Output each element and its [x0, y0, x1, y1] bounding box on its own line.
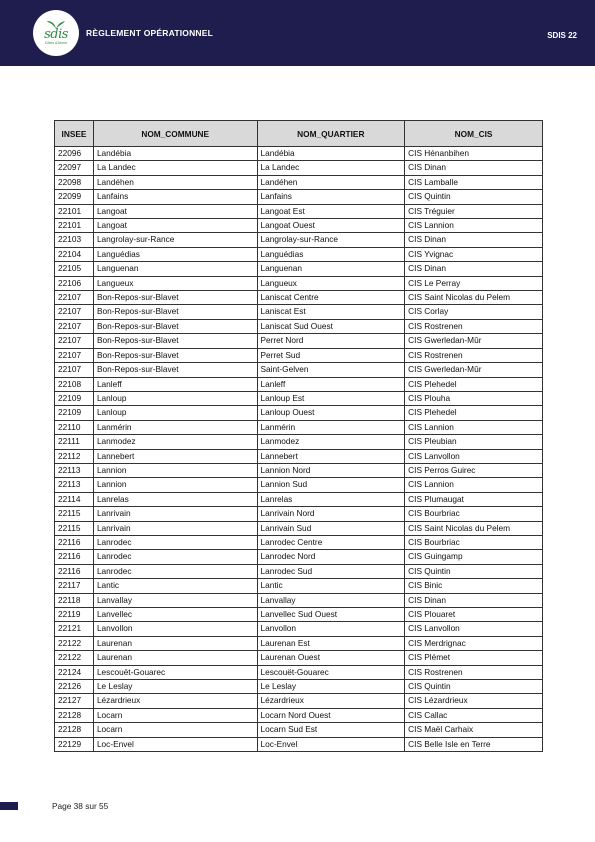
cell-nom-commune: Lanrivain: [93, 521, 257, 535]
cell-insee: 22101: [55, 204, 94, 218]
cell-nom-cis: CIS Le Perray: [405, 276, 543, 290]
table-row: [55, 636, 543, 650]
cell-nom-quartier: Landéhen: [257, 175, 405, 189]
cell-nom-quartier: Lannion Sud: [257, 478, 405, 492]
cell-nom-quartier: Lanfains: [257, 190, 405, 204]
table-row: [55, 680, 543, 694]
cell-nom-cis: CIS Dinan: [405, 161, 543, 175]
cell-insee: 22116: [55, 535, 94, 549]
table-row: [55, 694, 543, 708]
cell-nom-cis: CIS Belle Isle en Terre: [405, 737, 543, 751]
table-row: [55, 521, 543, 535]
table-row: [55, 319, 543, 333]
cell-insee: 22114: [55, 492, 94, 506]
table-row: [55, 651, 543, 665]
cell-nom-cis: CIS Rostrenen: [405, 348, 543, 362]
cell-nom-commune: Languédias: [93, 247, 257, 261]
cell-nom-cis: CIS Maël Carhaix: [405, 723, 543, 737]
cell-insee: 22122: [55, 636, 94, 650]
cell-nom-quartier: Lanrodec Sud: [257, 564, 405, 578]
column-header-nom-cis: NOM_CIS: [405, 121, 543, 147]
cell-nom-quartier: Loc-Envel: [257, 737, 405, 751]
cell-nom-commune: Locarn: [93, 708, 257, 722]
cell-nom-commune: Lantic: [93, 579, 257, 593]
cell-nom-cis: CIS Lézardrieux: [405, 694, 543, 708]
cell-nom-commune: Langoat: [93, 204, 257, 218]
column-header-nom-quartier: NOM_QUARTIER: [257, 121, 405, 147]
cell-nom-cis: CIS Bourbriac: [405, 507, 543, 521]
cell-insee: 22127: [55, 694, 94, 708]
table-row: [55, 593, 543, 607]
cell-nom-quartier: Laurenan Ouest: [257, 651, 405, 665]
cell-nom-cis: CIS Lannion: [405, 420, 543, 434]
cell-nom-quartier: Lescouët-Gouarec: [257, 665, 405, 679]
cell-nom-commune: Le Leslay: [93, 680, 257, 694]
cell-nom-commune: Bon-Repos-sur-Blavet: [93, 291, 257, 305]
table-row: [55, 507, 543, 521]
cell-insee: 22097: [55, 161, 94, 175]
cell-insee: 22124: [55, 665, 94, 679]
cell-insee: 22105: [55, 262, 94, 276]
cell-nom-commune: Bon-Repos-sur-Blavet: [93, 305, 257, 319]
cell-insee: 22108: [55, 377, 94, 391]
cell-nom-quartier: Lantic: [257, 579, 405, 593]
cell-nom-commune: Laurenan: [93, 636, 257, 650]
cell-nom-commune: Lanloup: [93, 406, 257, 420]
cell-nom-commune: Lanrivain: [93, 507, 257, 521]
cell-nom-commune: Lanfains: [93, 190, 257, 204]
cell-nom-quartier: Lanrodec Nord: [257, 550, 405, 564]
cell-nom-commune: Lanvollon: [93, 622, 257, 636]
cell-nom-cis: CIS Lamballe: [405, 175, 543, 189]
cell-nom-cis: CIS Merdrignac: [405, 636, 543, 650]
table-body: [55, 147, 543, 752]
cell-nom-commune: La Landec: [93, 161, 257, 175]
cell-nom-cis: CIS Plehedel: [405, 377, 543, 391]
cell-insee: 22128: [55, 708, 94, 722]
table-row: [55, 219, 543, 233]
cell-nom-commune: Lanmodez: [93, 435, 257, 449]
cell-nom-cis: CIS Yvignac: [405, 247, 543, 261]
cell-insee: 22103: [55, 233, 94, 247]
cell-nom-commune: Lézardrieux: [93, 694, 257, 708]
table-row: [55, 161, 543, 175]
cell-nom-commune: Langoat: [93, 219, 257, 233]
table-header-row: [55, 121, 543, 147]
table-row: [55, 190, 543, 204]
cell-insee: 22128: [55, 723, 94, 737]
cell-nom-quartier: Lanvellec Sud Ouest: [257, 608, 405, 622]
document-title: RÈGLEMENT OPÉRATIONNEL: [86, 28, 214, 38]
cell-nom-commune: Lanmérin: [93, 420, 257, 434]
page-header: [0, 0, 595, 66]
cell-nom-quartier: Lanrivain Sud: [257, 521, 405, 535]
cell-nom-quartier: Lanmérin: [257, 420, 405, 434]
cell-nom-commune: Lanvallay: [93, 593, 257, 607]
table-row: [55, 449, 543, 463]
cell-nom-commune: Languenan: [93, 262, 257, 276]
cell-nom-commune: Langueux: [93, 276, 257, 290]
table-row: [55, 579, 543, 593]
cell-nom-commune: Lanloup: [93, 391, 257, 405]
cell-nom-quartier: Locarn Sud Est: [257, 723, 405, 737]
page-number: Page 38 sur 55: [52, 801, 109, 811]
table-row: [55, 147, 543, 161]
table-row: [55, 391, 543, 405]
cell-insee: 22126: [55, 680, 94, 694]
cell-nom-quartier: Lannebert: [257, 449, 405, 463]
cell-insee: 22111: [55, 435, 94, 449]
cell-nom-commune: Landéhen: [93, 175, 257, 189]
cell-insee: 22112: [55, 449, 94, 463]
cell-nom-quartier: Locarn Nord Ouest: [257, 708, 405, 722]
document-code: SDIS 22: [547, 31, 577, 40]
cell-nom-cis: CIS Bourbriac: [405, 535, 543, 549]
cell-nom-commune: Lannion: [93, 463, 257, 477]
cell-nom-cis: CIS Lannion: [405, 219, 543, 233]
table-row: [55, 291, 543, 305]
cell-insee: 22113: [55, 463, 94, 477]
cell-nom-cis: CIS Saint Nicolas du Pelem: [405, 521, 543, 535]
cell-insee: 22115: [55, 521, 94, 535]
cell-insee: 22107: [55, 348, 94, 362]
logo-word: sdis: [44, 27, 68, 42]
cell-nom-quartier: Langueux: [257, 276, 405, 290]
table-row: [55, 435, 543, 449]
cell-nom-quartier: Lanvallay: [257, 593, 405, 607]
cell-nom-commune: Lanvellec: [93, 608, 257, 622]
cell-nom-cis: CIS Tréguier: [405, 204, 543, 218]
cell-insee: 22119: [55, 608, 94, 622]
column-header-insee: INSEE: [55, 121, 94, 147]
cell-nom-quartier: La Landec: [257, 161, 405, 175]
table-row: [55, 737, 543, 751]
cell-nom-quartier: Perret Sud: [257, 348, 405, 362]
cell-nom-cis: CIS Dinan: [405, 233, 543, 247]
cell-nom-cis: CIS Dinan: [405, 262, 543, 276]
table-row: [55, 463, 543, 477]
cell-insee: 22109: [55, 391, 94, 405]
cell-nom-quartier: Laniscat Centre: [257, 291, 405, 305]
cell-nom-cis: CIS Plehedel: [405, 406, 543, 420]
column-header-nom-commune: NOM_COMMUNE: [93, 121, 257, 147]
cell-nom-quartier: Lanloup Est: [257, 391, 405, 405]
cell-nom-quartier: Lanrodec Centre: [257, 535, 405, 549]
cell-nom-commune: Lannion: [93, 478, 257, 492]
cell-nom-quartier: Le Leslay: [257, 680, 405, 694]
cell-insee: 22101: [55, 219, 94, 233]
table-row: [55, 478, 543, 492]
cell-insee: 22129: [55, 737, 94, 751]
cell-nom-cis: CIS Callac: [405, 708, 543, 722]
cell-insee: 22109: [55, 406, 94, 420]
cell-insee: 22104: [55, 247, 94, 261]
cell-nom-commune: Lanrodec: [93, 535, 257, 549]
table-row: [55, 262, 543, 276]
cell-nom-quartier: Lannion Nord: [257, 463, 405, 477]
table-row: [55, 247, 543, 261]
cell-nom-quartier: Lanleff: [257, 377, 405, 391]
cell-insee: 22116: [55, 564, 94, 578]
cell-nom-commune: Bon-Repos-sur-Blavet: [93, 334, 257, 348]
cell-nom-cis: CIS Rostrenen: [405, 665, 543, 679]
table-row: [55, 665, 543, 679]
cell-nom-cis: CIS Quintin: [405, 190, 543, 204]
cell-nom-commune: Lanrodec: [93, 564, 257, 578]
cell-nom-cis: CIS Perros Guirec: [405, 463, 543, 477]
cell-insee: 22107: [55, 319, 94, 333]
cell-nom-cis: CIS Dinan: [405, 593, 543, 607]
cell-nom-quartier: Languenan: [257, 262, 405, 276]
cell-nom-quartier: Laniscat Sud Ouest: [257, 319, 405, 333]
cell-nom-commune: Bon-Repos-sur-Blavet: [93, 348, 257, 362]
table-row: [55, 377, 543, 391]
cell-nom-cis: CIS Hénanbihen: [405, 147, 543, 161]
cell-insee: 22107: [55, 291, 94, 305]
cell-insee: 22107: [55, 363, 94, 377]
cell-nom-commune: Bon-Repos-sur-Blavet: [93, 319, 257, 333]
table-row: [55, 608, 543, 622]
cell-insee: 22113: [55, 478, 94, 492]
table-row: [55, 276, 543, 290]
cell-nom-quartier: Lanmodez: [257, 435, 405, 449]
cell-insee: 22107: [55, 334, 94, 348]
commune-table: [54, 120, 543, 752]
table-row: [55, 204, 543, 218]
cell-insee: 22098: [55, 175, 94, 189]
cell-insee: 22115: [55, 507, 94, 521]
cell-nom-cis: CIS Binic: [405, 579, 543, 593]
cell-nom-commune: Lescouët-Gouarec: [93, 665, 257, 679]
cell-insee: 22117: [55, 579, 94, 593]
table-row: [55, 305, 543, 319]
table-row: [55, 233, 543, 247]
cell-nom-cis: CIS Quintin: [405, 680, 543, 694]
cell-nom-quartier: Laurenan Est: [257, 636, 405, 650]
cell-nom-cis: CIS Plouaret: [405, 608, 543, 622]
cell-insee: 22116: [55, 550, 94, 564]
cell-insee: 22107: [55, 305, 94, 319]
cell-nom-cis: CIS Plémet: [405, 651, 543, 665]
cell-nom-cis: CIS Gwerledan-Mûr: [405, 334, 543, 348]
cell-nom-commune: Loc-Envel: [93, 737, 257, 751]
cell-insee: 22096: [55, 147, 94, 161]
cell-nom-cis: CIS Lanvollon: [405, 622, 543, 636]
cell-nom-cis: CIS Corlay: [405, 305, 543, 319]
cell-nom-quartier: Laniscat Est: [257, 305, 405, 319]
logo-subtitle: Côtes d'Armor: [44, 41, 68, 45]
cell-nom-commune: Laurenan: [93, 651, 257, 665]
cell-nom-quartier: Perret Nord: [257, 334, 405, 348]
cell-nom-quartier: Lézardrieux: [257, 694, 405, 708]
cell-nom-cis: CIS Rostrenen: [405, 319, 543, 333]
table-row: [55, 334, 543, 348]
cell-nom-quartier: Lanrelas: [257, 492, 405, 506]
table-row: [55, 175, 543, 189]
table-row: [55, 348, 543, 362]
table-row: [55, 535, 543, 549]
sdis-logo: [33, 10, 79, 56]
cell-nom-commune: Lanrodec: [93, 550, 257, 564]
cell-nom-cis: CIS Plouha: [405, 391, 543, 405]
cell-nom-commune: Langrolay-sur-Rance: [93, 233, 257, 247]
cell-nom-quartier: Lanrivain Nord: [257, 507, 405, 521]
table-row: [55, 550, 543, 564]
cell-insee: 22106: [55, 276, 94, 290]
cell-nom-quartier: Langrolay-sur-Rance: [257, 233, 405, 247]
cell-nom-quartier: Langoat Est: [257, 204, 405, 218]
footer-accent-bar: [0, 802, 18, 810]
cell-insee: 22121: [55, 622, 94, 636]
cell-nom-cis: CIS Quintin: [405, 564, 543, 578]
table-row: [55, 723, 543, 737]
cell-nom-commune: Lannebert: [93, 449, 257, 463]
cell-nom-cis: CIS Lannion: [405, 478, 543, 492]
cell-nom-quartier: Lanvollon: [257, 622, 405, 636]
cell-nom-cis: CIS Saint Nicolas du Pelem: [405, 291, 543, 305]
cell-insee: 22110: [55, 420, 94, 434]
table-row: [55, 622, 543, 636]
cell-nom-quartier: Langoat Ouest: [257, 219, 405, 233]
cell-nom-cis: CIS Pleubian: [405, 435, 543, 449]
cell-nom-commune: Lanrelas: [93, 492, 257, 506]
cell-nom-quartier: Lanloup Ouest: [257, 406, 405, 420]
cell-insee: 22099: [55, 190, 94, 204]
cell-nom-commune: Locarn: [93, 723, 257, 737]
table-row: [55, 363, 543, 377]
cell-nom-quartier: Landébia: [257, 147, 405, 161]
cell-nom-quartier: Saint-Gelven: [257, 363, 405, 377]
cell-insee: 22122: [55, 651, 94, 665]
cell-nom-commune: Landébia: [93, 147, 257, 161]
table-row: [55, 564, 543, 578]
cell-nom-cis: CIS Lanvollon: [405, 449, 543, 463]
table-row: [55, 420, 543, 434]
table-row: [55, 708, 543, 722]
cell-insee: 22118: [55, 593, 94, 607]
table-row: [55, 406, 543, 420]
cell-nom-commune: Bon-Repos-sur-Blavet: [93, 363, 257, 377]
table-row: [55, 492, 543, 506]
cell-nom-cis: CIS Guingamp: [405, 550, 543, 564]
cell-nom-commune: Lanleff: [93, 377, 257, 391]
cell-nom-cis: CIS Plumaugat: [405, 492, 543, 506]
cell-nom-quartier: Languédias: [257, 247, 405, 261]
cell-nom-cis: CIS Gwerledan-Mûr: [405, 363, 543, 377]
